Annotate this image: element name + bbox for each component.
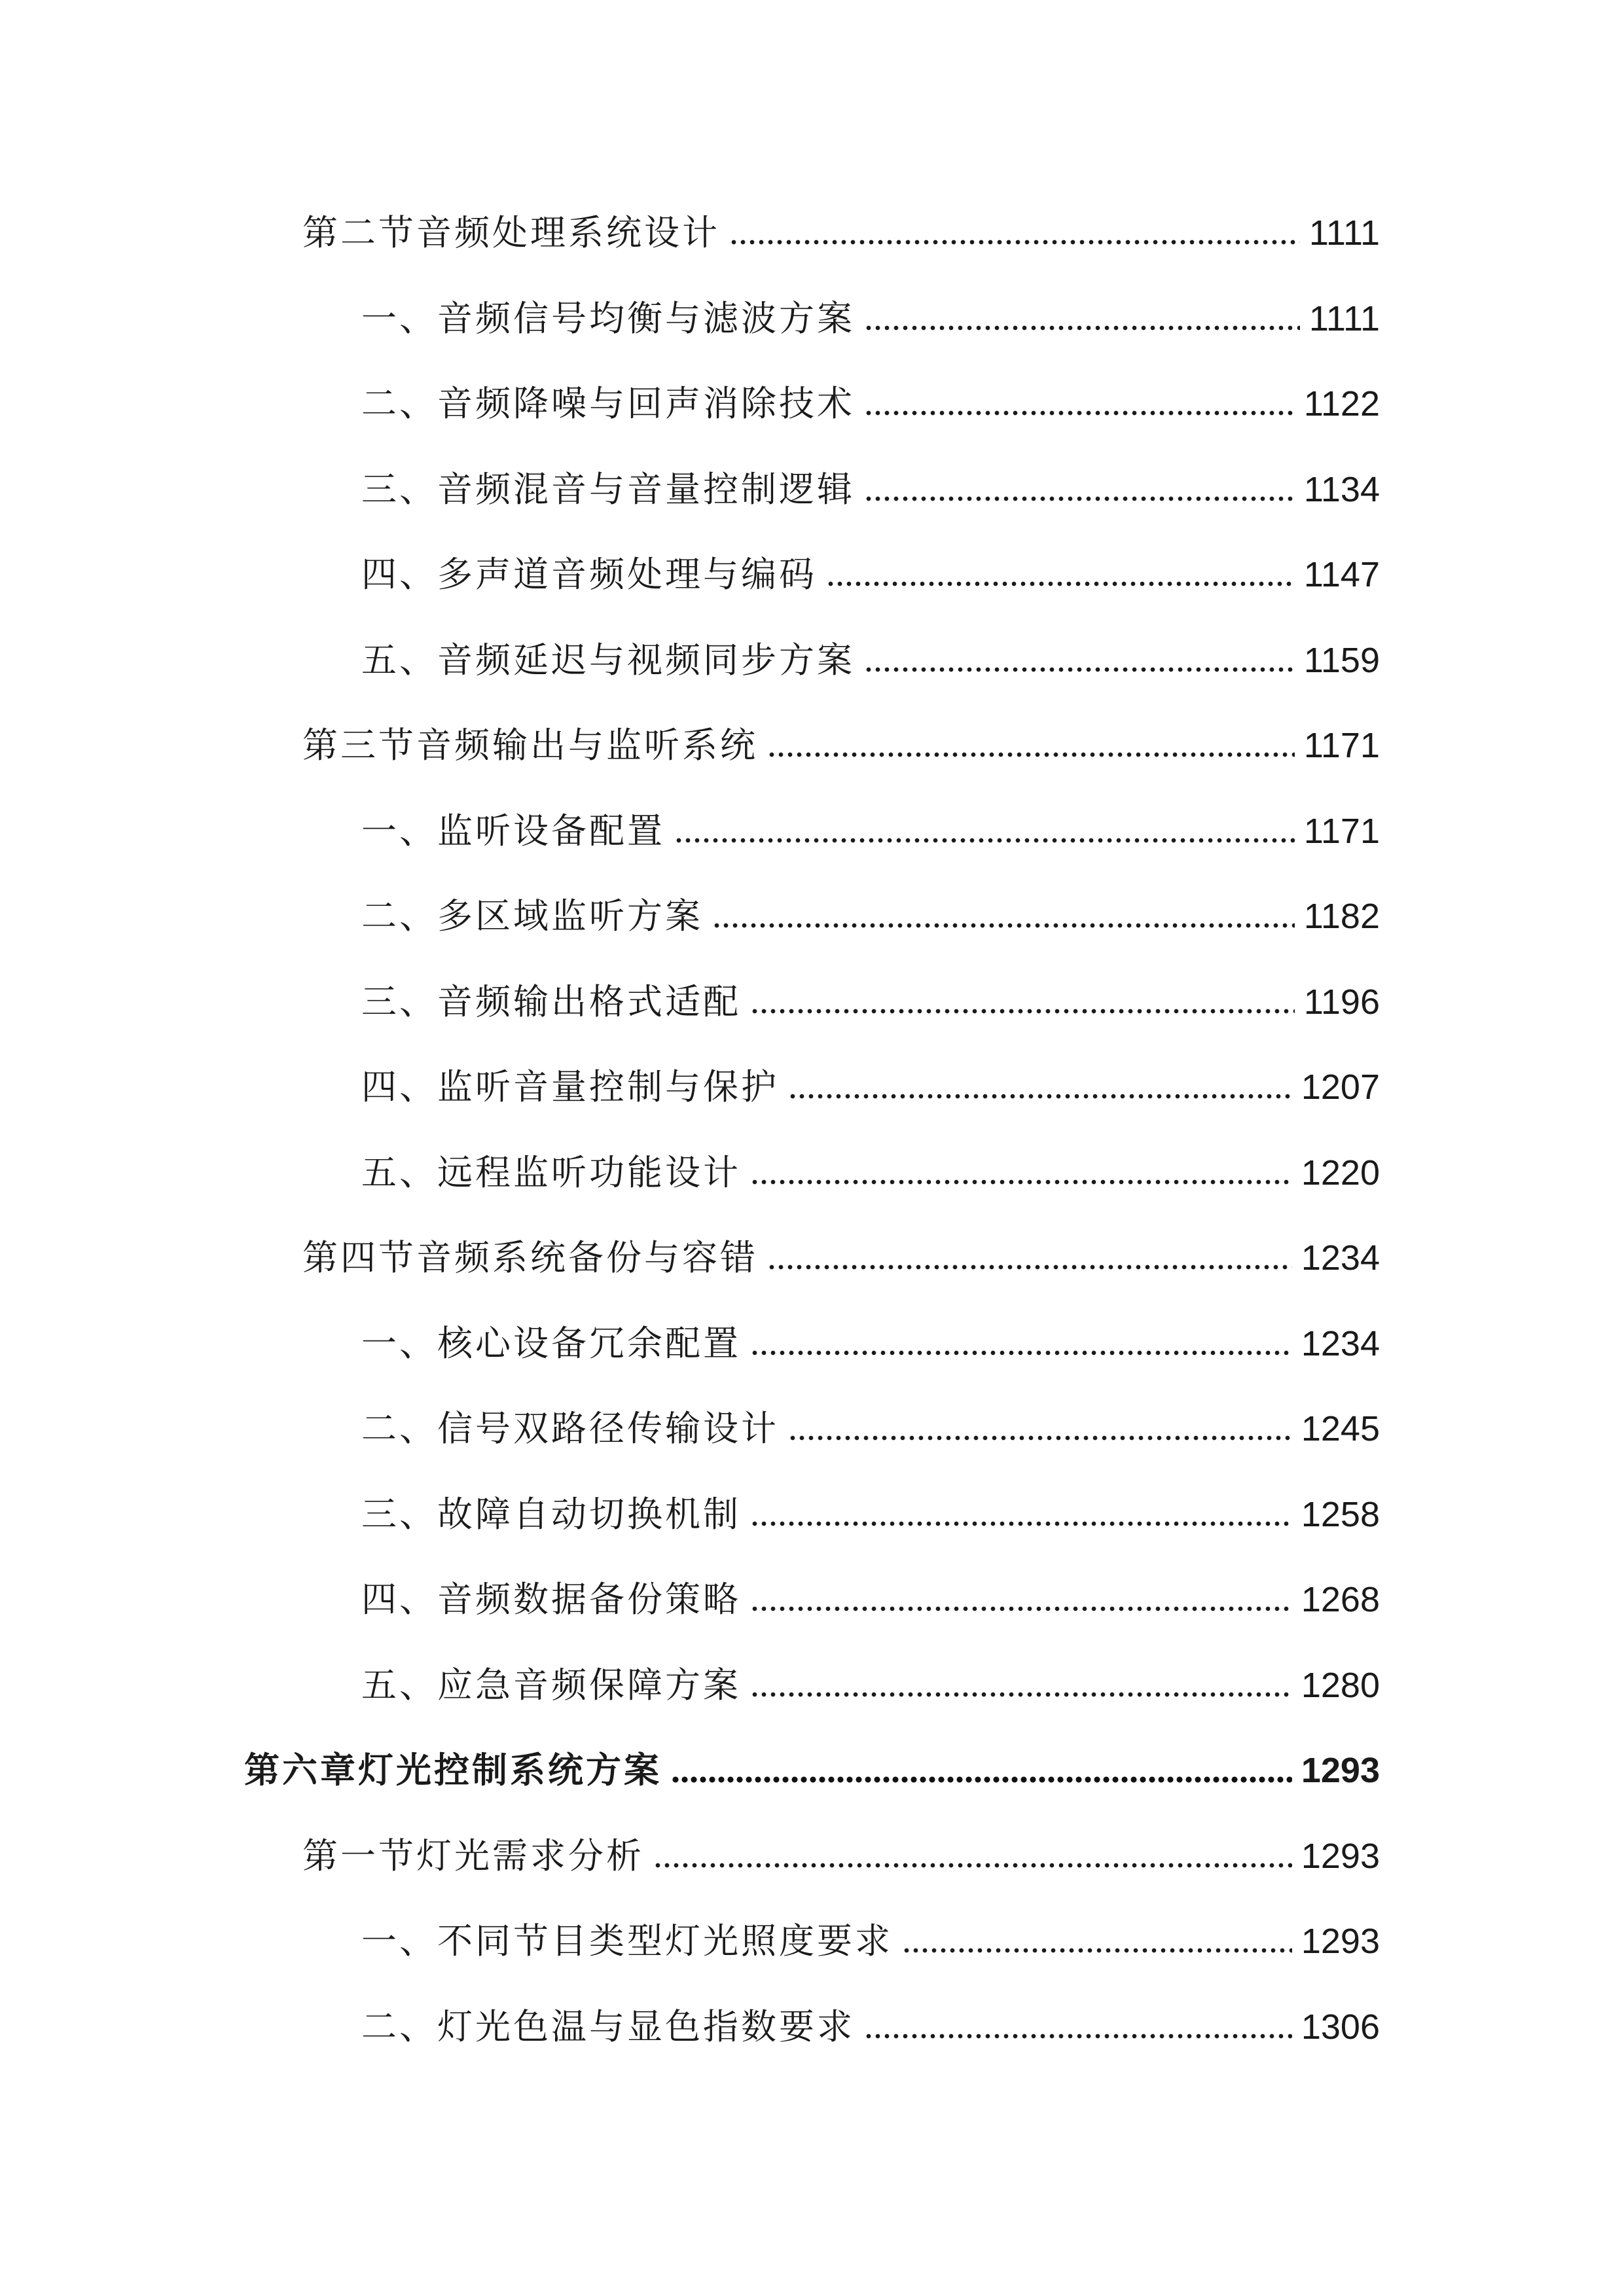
toc-entry-title: 第六章灯光控制系统方案 bbox=[244, 1749, 662, 1791]
toc-entry[interactable] bbox=[361, 976, 1380, 1028]
toc-entry-title: 一、音频信号均衡与滤波方案 bbox=[361, 298, 855, 339]
toc-entry-title: 二、音频降噪与回声消除技术 bbox=[361, 383, 855, 424]
dot-leader bbox=[750, 1520, 1292, 1528]
dot-leader bbox=[902, 1946, 1292, 1954]
toc-entry[interactable] bbox=[361, 293, 1380, 345]
toc-entry-page-number: 1306 bbox=[1301, 2007, 1380, 2047]
toc-entry-title: 第一节灯光需求分析 bbox=[302, 1835, 644, 1876]
toc-entry-page-number: 1196 bbox=[1303, 982, 1380, 1022]
toc-entry[interactable] bbox=[302, 1232, 1380, 1284]
toc-entry-title: 二、信号双路径传输设计 bbox=[361, 1408, 779, 1449]
dot-leader bbox=[864, 666, 1295, 673]
toc-entry-page-number: 1268 bbox=[1301, 1580, 1380, 1619]
toc-entry-title: 一、监听设备配置 bbox=[361, 810, 665, 852]
dot-leader bbox=[671, 1776, 1292, 1784]
toc-entry-title: 二、灯光色温与显色指数要求 bbox=[361, 2006, 855, 2047]
toc-entry[interactable] bbox=[361, 805, 1380, 857]
toc-entry-page-number: 1122 bbox=[1303, 384, 1380, 423]
toc-entry-title: 四、监听音量控制与保护 bbox=[361, 1066, 779, 1107]
toc-entry[interactable] bbox=[361, 1403, 1380, 1455]
toc-entry-page-number: 1234 bbox=[1301, 1324, 1380, 1363]
toc-entry-page-number: 1258 bbox=[1301, 1495, 1380, 1534]
toc-entry[interactable] bbox=[302, 1830, 1380, 1882]
toc-entry-page-number: 1111 bbox=[1308, 299, 1380, 338]
toc-entry[interactable] bbox=[361, 1318, 1380, 1370]
toc-entry-page-number: 1159 bbox=[1303, 641, 1380, 680]
toc-entry[interactable] bbox=[361, 1061, 1380, 1113]
toc-entry-title: 五、远程监听功能设计 bbox=[361, 1152, 741, 1193]
dot-leader bbox=[767, 751, 1295, 759]
toc-entry-title: 一、核心设备冗余配置 bbox=[361, 1323, 741, 1364]
dot-leader bbox=[750, 1007, 1295, 1015]
toc-entry-page-number: 1280 bbox=[1301, 1666, 1380, 1705]
toc-entry[interactable] bbox=[361, 890, 1380, 942]
toc-entry[interactable] bbox=[361, 634, 1380, 687]
toc-entry-page-number: 1220 bbox=[1301, 1153, 1380, 1193]
dot-leader bbox=[767, 1263, 1292, 1271]
dot-leader bbox=[864, 495, 1295, 503]
dot-leader bbox=[653, 1861, 1292, 1869]
toc-entry[interactable] bbox=[361, 1573, 1380, 1626]
toc-entry-page-number: 1134 bbox=[1303, 470, 1380, 509]
dot-leader bbox=[826, 580, 1295, 588]
toc-entry-page-number: 1147 bbox=[1303, 555, 1380, 594]
toc-entry-page-number: 1182 bbox=[1303, 897, 1380, 936]
dot-leader bbox=[750, 1605, 1292, 1613]
dot-leader bbox=[712, 922, 1295, 929]
toc-entry-page-number: 1171 bbox=[1303, 812, 1380, 851]
toc-entry-title: 四、音频数据备份策略 bbox=[361, 1579, 741, 1620]
toc-entry-title: 第四节音频系统备份与容错 bbox=[302, 1237, 758, 1278]
toc-entry-page-number: 1171 bbox=[1303, 726, 1380, 765]
toc-entry-title: 三、音频混音与音量控制逻辑 bbox=[361, 469, 855, 510]
toc-entry[interactable] bbox=[361, 378, 1380, 430]
toc-entry-page-number: 1293 bbox=[1301, 1922, 1380, 1961]
dot-leader bbox=[729, 238, 1300, 246]
toc-entry[interactable] bbox=[361, 548, 1380, 601]
toc-entry-title: 四、多声道音频处理与编码 bbox=[361, 554, 817, 595]
toc-entry[interactable] bbox=[361, 1488, 1380, 1541]
toc-entry-title: 一、不同节目类型灯光照度要求 bbox=[361, 1920, 893, 1962]
toc-entry[interactable] bbox=[302, 207, 1380, 259]
toc-entry-title: 五、应急音频保障方案 bbox=[361, 1664, 741, 1706]
toc-entry[interactable] bbox=[244, 1744, 1380, 1797]
toc-entry-page-number: 1293 bbox=[1301, 1837, 1380, 1876]
dot-leader bbox=[750, 1691, 1292, 1698]
toc-entry-title: 二、多区域监听方案 bbox=[361, 895, 703, 937]
toc-entry-title: 三、故障自动切换机制 bbox=[361, 1494, 741, 1535]
toc-entry-title: 三、音频输出格式适配 bbox=[361, 981, 741, 1022]
dot-leader bbox=[864, 2032, 1292, 2040]
toc-entry-page-number: 1111 bbox=[1308, 213, 1380, 253]
toc-entry-title: 第二节音频处理系统设计 bbox=[302, 212, 720, 253]
dot-leader bbox=[788, 1434, 1292, 1442]
toc-entry-title: 五、音频延迟与视频同步方案 bbox=[361, 639, 855, 681]
dot-leader bbox=[864, 409, 1295, 417]
dot-leader bbox=[674, 836, 1295, 844]
dot-leader bbox=[788, 1092, 1292, 1100]
dot-leader bbox=[864, 324, 1300, 332]
toc-entry[interactable] bbox=[361, 463, 1380, 516]
toc-entry[interactable] bbox=[361, 1915, 1380, 1967]
toc-entry-page-number: 1234 bbox=[1301, 1238, 1380, 1278]
toc-entry-page-number: 1293 bbox=[1301, 1751, 1380, 1790]
toc-entry[interactable] bbox=[361, 1659, 1380, 1712]
toc-entry-title: 第三节音频输出与监听系统 bbox=[302, 725, 758, 766]
toc-entry[interactable] bbox=[302, 719, 1380, 772]
toc-entry-page-number: 1245 bbox=[1301, 1409, 1380, 1448]
toc-entry-page-number: 1207 bbox=[1301, 1067, 1380, 1107]
toc-entry[interactable] bbox=[361, 2001, 1380, 2053]
dot-leader bbox=[750, 1178, 1292, 1186]
dot-leader bbox=[750, 1349, 1292, 1357]
toc-entry[interactable] bbox=[361, 1147, 1380, 1199]
